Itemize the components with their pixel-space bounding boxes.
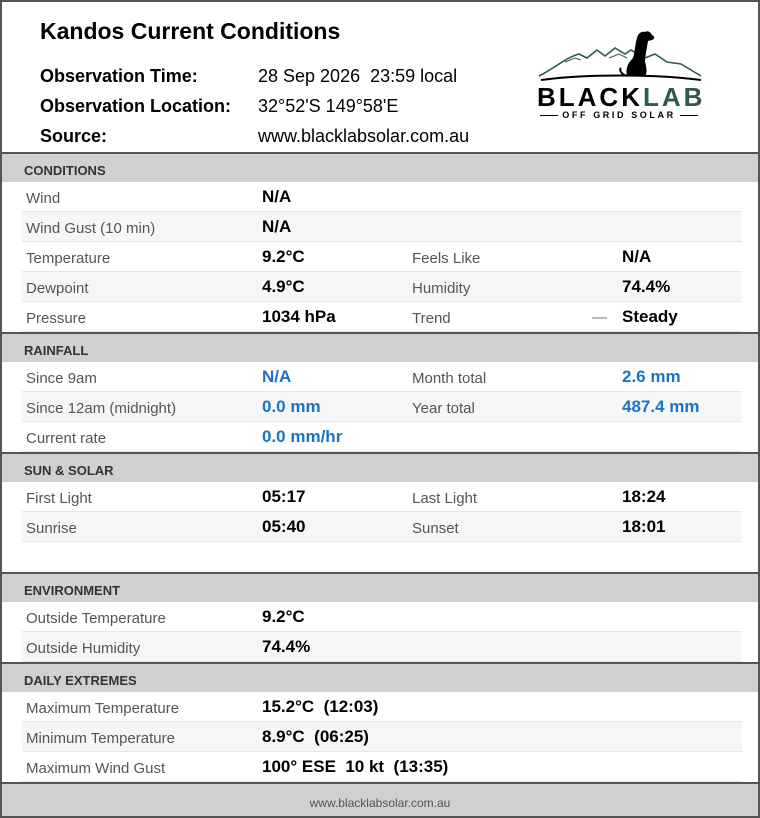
sunrise-value: 05:40	[262, 517, 306, 536]
max-temperature-value: 15.2°C (12:03)	[262, 697, 379, 716]
row-since-midnight	[22, 392, 742, 422]
trend-label: Trend	[412, 310, 451, 327]
min-temperature-label: Minimum Temperature	[26, 730, 175, 747]
wind-gust-value: N/A	[262, 217, 292, 236]
temperature-label: Temperature	[26, 250, 111, 267]
dog-on-mountain-icon	[535, 28, 705, 84]
source-value: www.blacklabsolar.com.au	[258, 126, 470, 146]
dewpoint-value: 4.9°C	[262, 277, 305, 296]
observation-location-value: 32°52'S 149°58'E	[258, 96, 399, 116]
source-label: Source:	[40, 126, 108, 146]
sunset-value: 18:01	[622, 517, 666, 536]
page-title: Kandos Current Conditions	[40, 18, 341, 44]
temperature-value: 9.2°C	[262, 247, 305, 266]
row-dewpoint	[22, 272, 742, 302]
outside-temperature-label: Outside Temperature	[26, 610, 166, 627]
footer	[2, 782, 758, 816]
row-outside-temperature	[22, 602, 742, 632]
spacer	[2, 542, 758, 572]
feels-like-value: N/A	[622, 247, 652, 266]
section-sun-solar: SUN & SOLAR	[2, 452, 758, 482]
max-wind-gust-value: 100° ESE 10 kt (13:35)	[262, 757, 449, 776]
last-light-value: 18:24	[622, 487, 666, 506]
wind-value: N/A	[262, 187, 292, 206]
since-9am-value: N/A	[262, 367, 292, 386]
since-9am-label: Since 9am	[26, 370, 97, 387]
since-midnight-value: 0.0 mm	[262, 397, 321, 416]
row-wind	[22, 182, 742, 212]
outside-temperature-value: 9.2°C	[262, 607, 305, 626]
observation-location-label: Observation Location:	[40, 96, 232, 116]
blacklab-logo	[535, 28, 705, 124]
month-total-label: Month total	[412, 370, 487, 387]
humidity-label: Humidity	[412, 280, 471, 297]
row-sunrise	[22, 512, 742, 542]
pressure-label: Pressure	[26, 310, 87, 327]
current-rate-label: Current rate	[26, 430, 107, 447]
min-temperature-value: 8.9°C (06:25)	[262, 727, 369, 746]
month-total-value: 2.6 mm	[622, 367, 681, 386]
max-wind-gust-label: Maximum Wind Gust	[26, 760, 166, 777]
observation-time-value: 28 Sep 2026 23:59 local	[258, 66, 458, 86]
outside-humidity-label: Outside Humidity	[26, 640, 141, 657]
sunrise-label: Sunrise	[26, 520, 77, 537]
row-pressure	[22, 302, 742, 332]
since-midnight-label: Since 12am (midnight)	[26, 400, 177, 417]
outside-humidity-value: 74.4%	[262, 637, 311, 656]
wind-label: Wind	[26, 190, 61, 207]
row-min-temperature	[22, 722, 742, 752]
logo-subtitle: OFF GRID SOLAR	[535, 110, 703, 120]
row-max-wind-gust	[22, 752, 742, 782]
dewpoint-label: Dewpoint	[26, 280, 89, 297]
observation-time-label: Observation Time:	[40, 66, 198, 86]
first-light-value: 05:17	[262, 487, 306, 506]
trend-steady-icon: —	[592, 309, 607, 326]
row-max-temperature	[22, 692, 742, 722]
max-temperature-label: Maximum Temperature	[26, 700, 180, 717]
row-since-9am	[22, 362, 742, 392]
footer-link[interactable]: www.blacklabsolar.com.au	[309, 796, 451, 810]
feels-like-label: Feels Like	[412, 250, 481, 267]
section-conditions: CONDITIONS	[2, 152, 758, 182]
wind-gust-label: Wind Gust (10 min)	[26, 220, 156, 237]
first-light-label: First Light	[26, 490, 92, 507]
section-rainfall: RAINFALL	[2, 332, 758, 362]
humidity-value: 74.4%	[622, 277, 671, 296]
header	[2, 2, 758, 152]
row-current-rate	[22, 422, 742, 452]
logo-wordmark: BLACKLAB	[537, 82, 706, 112]
sunset-label: Sunset	[412, 520, 459, 537]
section-environment: ENVIRONMENT	[2, 572, 758, 602]
row-first-light	[22, 482, 742, 512]
section-daily-extremes: DAILY EXTREMES	[2, 662, 758, 692]
year-total-label: Year total	[412, 400, 475, 417]
trend-value: Steady	[622, 307, 678, 326]
current-rate-value: 0.0 mm/hr	[262, 427, 343, 446]
row-temperature	[22, 242, 742, 272]
last-light-label: Last Light	[412, 490, 478, 507]
pressure-value: 1034 hPa	[262, 307, 336, 326]
row-wind-gust	[22, 212, 742, 242]
year-total-value: 487.4 mm	[622, 397, 700, 416]
row-outside-humidity	[22, 632, 742, 662]
